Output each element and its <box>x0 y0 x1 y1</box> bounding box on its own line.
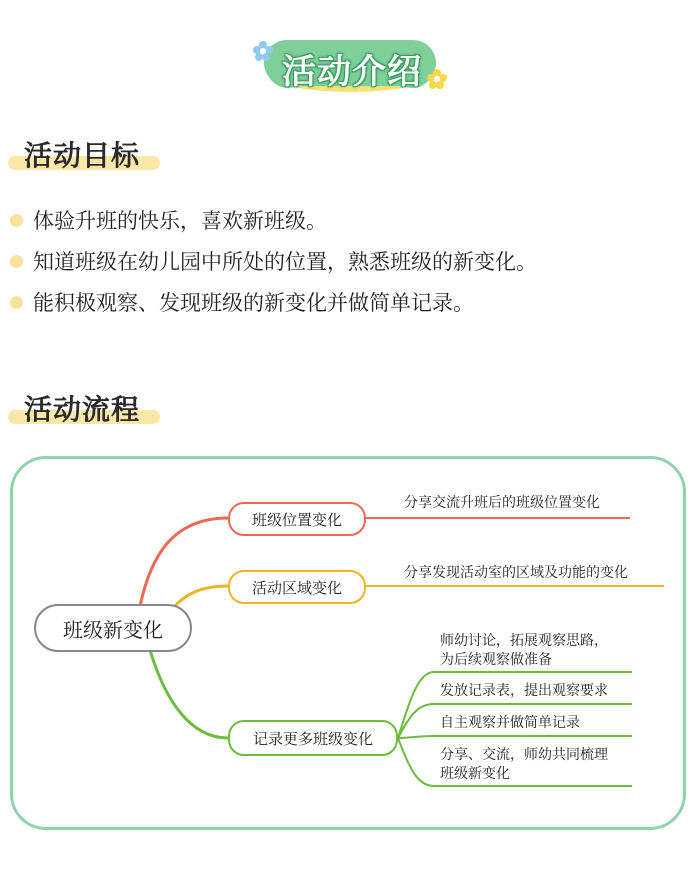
leaf-text: 自主观察并做简单记录 <box>440 715 580 731</box>
mindmap-root: 班级新变化 <box>34 604 192 652</box>
leaf-text: 分享发现活动室的区域及功能的变化 <box>404 565 628 581</box>
leaf-text: 发放记录表，提出观察要求 <box>440 683 608 699</box>
branch-activity-area: 活动区域变化 <box>228 570 366 604</box>
leaf-text: 师幼讨论，拓展观察思路， <box>440 633 608 649</box>
goal-text: 知道班级在幼儿园中所处的位置，熟悉班级的新变化。 <box>33 250 537 274</box>
goal-text: 体验升班的快乐，喜欢新班级。 <box>33 209 327 233</box>
branch-class-location: 班级位置变化 <box>228 502 366 536</box>
leaf-text: 分享交流升班后的班级位置变化 <box>404 495 600 511</box>
leaf-text: 班级新变化 <box>440 766 510 782</box>
leaf-text: 为后续观察做准备 <box>440 652 552 668</box>
goals-heading: 活动目标 <box>24 139 141 172</box>
goal-text: 能积极观察、发现班级的新变化并做简单记录。 <box>33 291 474 315</box>
leaf-text: 分享、交流，师幼共同梳理 <box>440 747 608 763</box>
page-title: 活动介绍 <box>282 52 422 92</box>
process-heading: 活动流程 <box>24 393 141 426</box>
branch-record-changes: 记录更多班级变化 <box>228 720 398 756</box>
